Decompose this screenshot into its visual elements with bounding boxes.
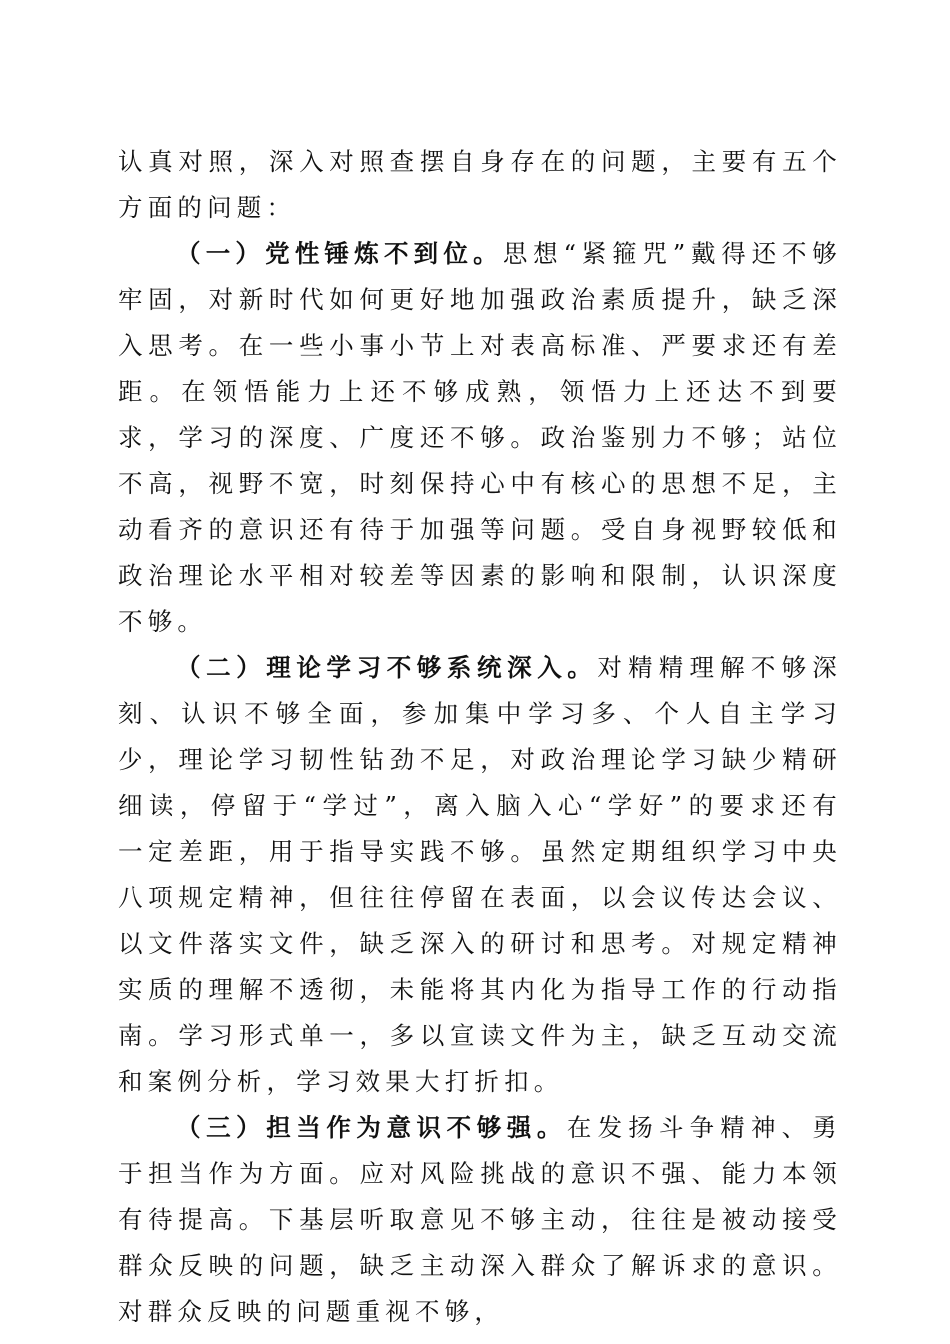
intro-paragraph bbox=[118, 139, 842, 231]
section-three-paragraph bbox=[118, 1105, 842, 1335]
section-one-paragraph bbox=[118, 231, 842, 645]
section-three-heading: （三）担当作为意识不够强。 bbox=[176, 1113, 567, 1142]
section-two-paragraph bbox=[118, 645, 842, 1105]
intro-paragraph-text: 认真对照，深入对照查摆自身存在的问题，主要有五个方面的问题： bbox=[118, 147, 842, 222]
section-three-text: 在发扬斗争精神、勇于担当作为方面。应对风险挑战的意识不强、能力本领有待提高。下基层听取意见不够主动，往往是被动接受群众反映的问题，缺乏主动深入群众了解诉求的意识。对群众反映的问题重视不够， bbox=[118, 1113, 842, 1326]
section-two-text: 对精精理解不够深刻、认识不够全面，参加集中学习多、个人自主学习少，理论学习韧性钻劲不足，对政治理论学习缺少精研细读，停留于“学过”，离入脑入心“学好”的要求还有一定差距，用于指导实践不够。虽然定期组织学习中央八项规定精神，但往往停留在表面，以会议传达会议、以文件落实文件，缺乏深入的研讨和思考。对规定精神实质的理解不透彻，未能将其内化为指导工作的行动指南。学习形式单一，多以宣读文件为主，缺乏互动交流和案例分析，学习效果大打折扣。 bbox=[118, 653, 842, 1096]
section-two-heading: （二）理论学习不够系统深入。 bbox=[176, 653, 598, 682]
section-one-text: 思想“紧箍咒”戴得还不够牢固，对新时代如何更好地加强政治素质提升，缺乏深入思考。在一些小事小节上对表高标准、严要求还有差距。在领悟能力上还不够成熟，领悟力上还达不到要求，学习的深度、广度还不够。政治鉴别力不够；站位不高，视野不宽，时刻保持心中有核心的思想不足，主动看齐的意识还有待于加强等问题。受自身视野较低和政治理论水平相对较差等因素的影响和限制，认识深度不够。 bbox=[118, 239, 842, 636]
document-body bbox=[118, 139, 842, 1335]
section-one-heading: （一）党性锤炼不到位。 bbox=[176, 239, 503, 268]
